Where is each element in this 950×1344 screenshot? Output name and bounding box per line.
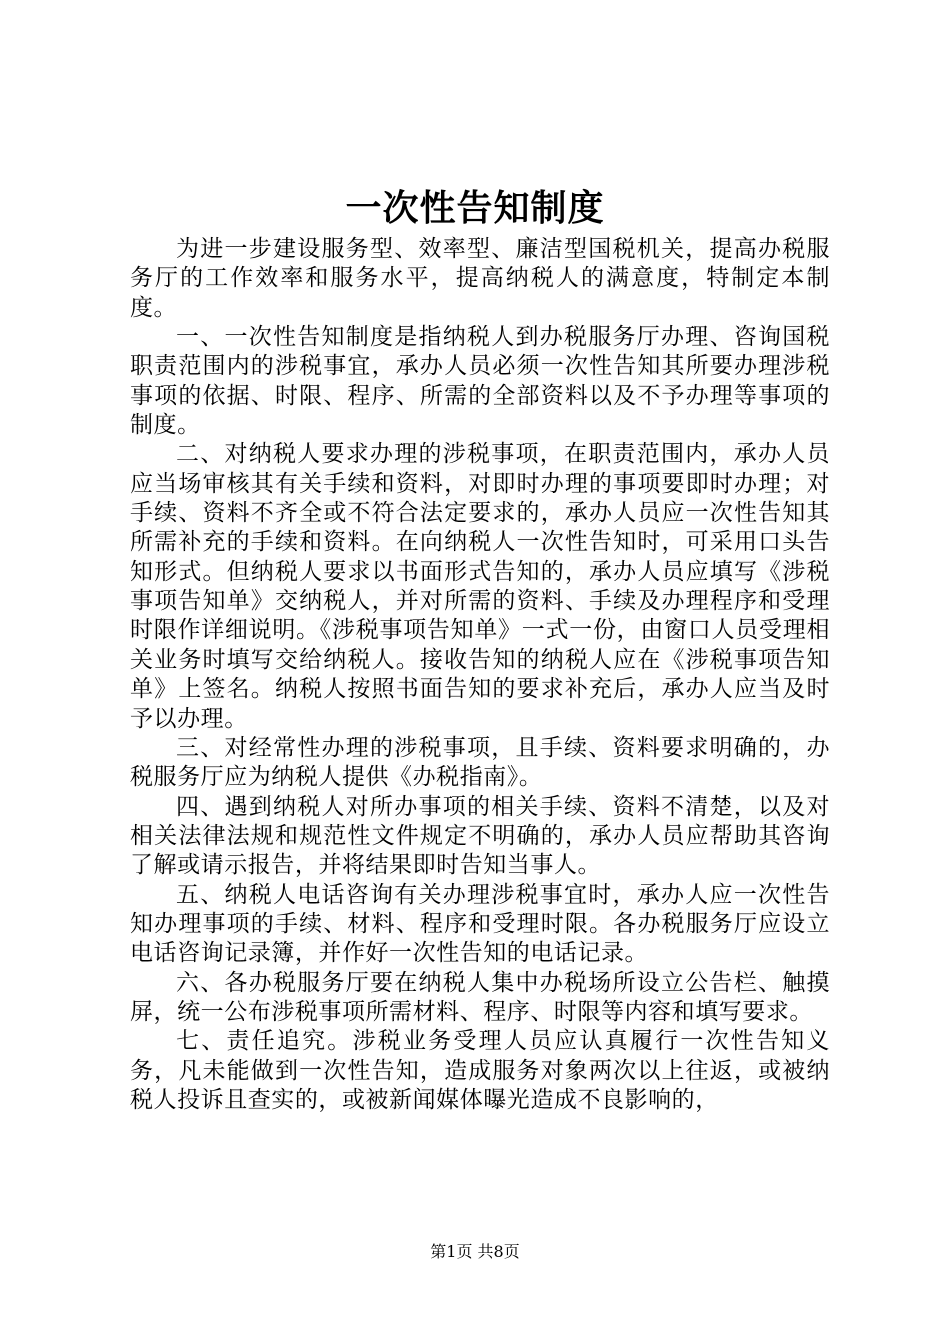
page-number-footer: 第1页 共8页 (430, 1242, 520, 1261)
paragraph-intro: 为进一步建设服务型、效率型、廉洁型国税机关，提高办税服务厅的工作效率和服务水平，提高纳税人的满意度，特制定本制度。 (130, 236, 830, 321)
paragraph-item-3: 三、对经常性办理的涉税事项，且手续、资料要求明确的，办税服务厅应为纳税人提供《办税指南》。 (130, 734, 830, 791)
paragraph-item-4: 四、遇到纳税人对所办事项的相关手续、资料不清楚，以及对相关法律法规和规范性文件规定不明确的，承办人员应帮助其咨询了解或请示报告，并将结果即时告知当事人。 (130, 793, 830, 879)
paragraph-item-5: 五、纳税人电话咨询有关办理涉税事宜时，承办人应一次性告知办理事项的手续、材料、程序和受理时限。各办税服务厅应设立电话咨询记录簿，并作好一次性告知的电话记录。 (130, 881, 830, 967)
paragraph-item-1: 一、一次性告知制度是指纳税人到办税服务厅办理、咨询国税职责范围内的涉税事宜，承办人员必须一次性告知其所要办理涉税事项的依据、时限、程序、所需的全部资料以及不予办理等事项的制度。 (130, 324, 830, 439)
paragraph-item-2: 二、对纳税人要求办理的涉税事项，在职责范围内，承办人员应当场审核其有关手续和资料，对即时办理的事项要即时办理；对手续、资料不齐全或不符合法定要求的，承办人员应一次性告知其所需补充的手续和资料。在向纳税人一次性告知时，可采用口头告知形式。但纳税人要求以书面形式告知的，承办人员应填写《涉税事项告知单》交纳税人，并对所需的资料、手续及办理程序和受理时限作详细说明。《涉税事项告知单》一式一份，由窗口人员受理相关业务时填写交给纳税人。接收告知的纳税人应在《涉税事项告知单》上签名。纳税人按照书面告知的要求补充后，承办人应当及时予以办理。 (130, 441, 830, 732)
document-title: 一次性告知制度 (345, 187, 605, 229)
paragraph-item-6: 六、各办税服务厅要在纳税人集中办税场所设立公告栏、触摸屏，统一公布涉税事项所需材料、程序、时限等内容和填写要求。 (130, 969, 830, 1025)
paragraph-item-7: 七、责任追究。涉税业务受理人员应认真履行一次性告知义务，凡未能做到一次性告知，造成服务对象两次以上往返，或被纳税人投诉且查实的，或被新闻媒体曝光造成不良影响的， (130, 1028, 830, 1113)
document-body (130, 235, 830, 1115)
